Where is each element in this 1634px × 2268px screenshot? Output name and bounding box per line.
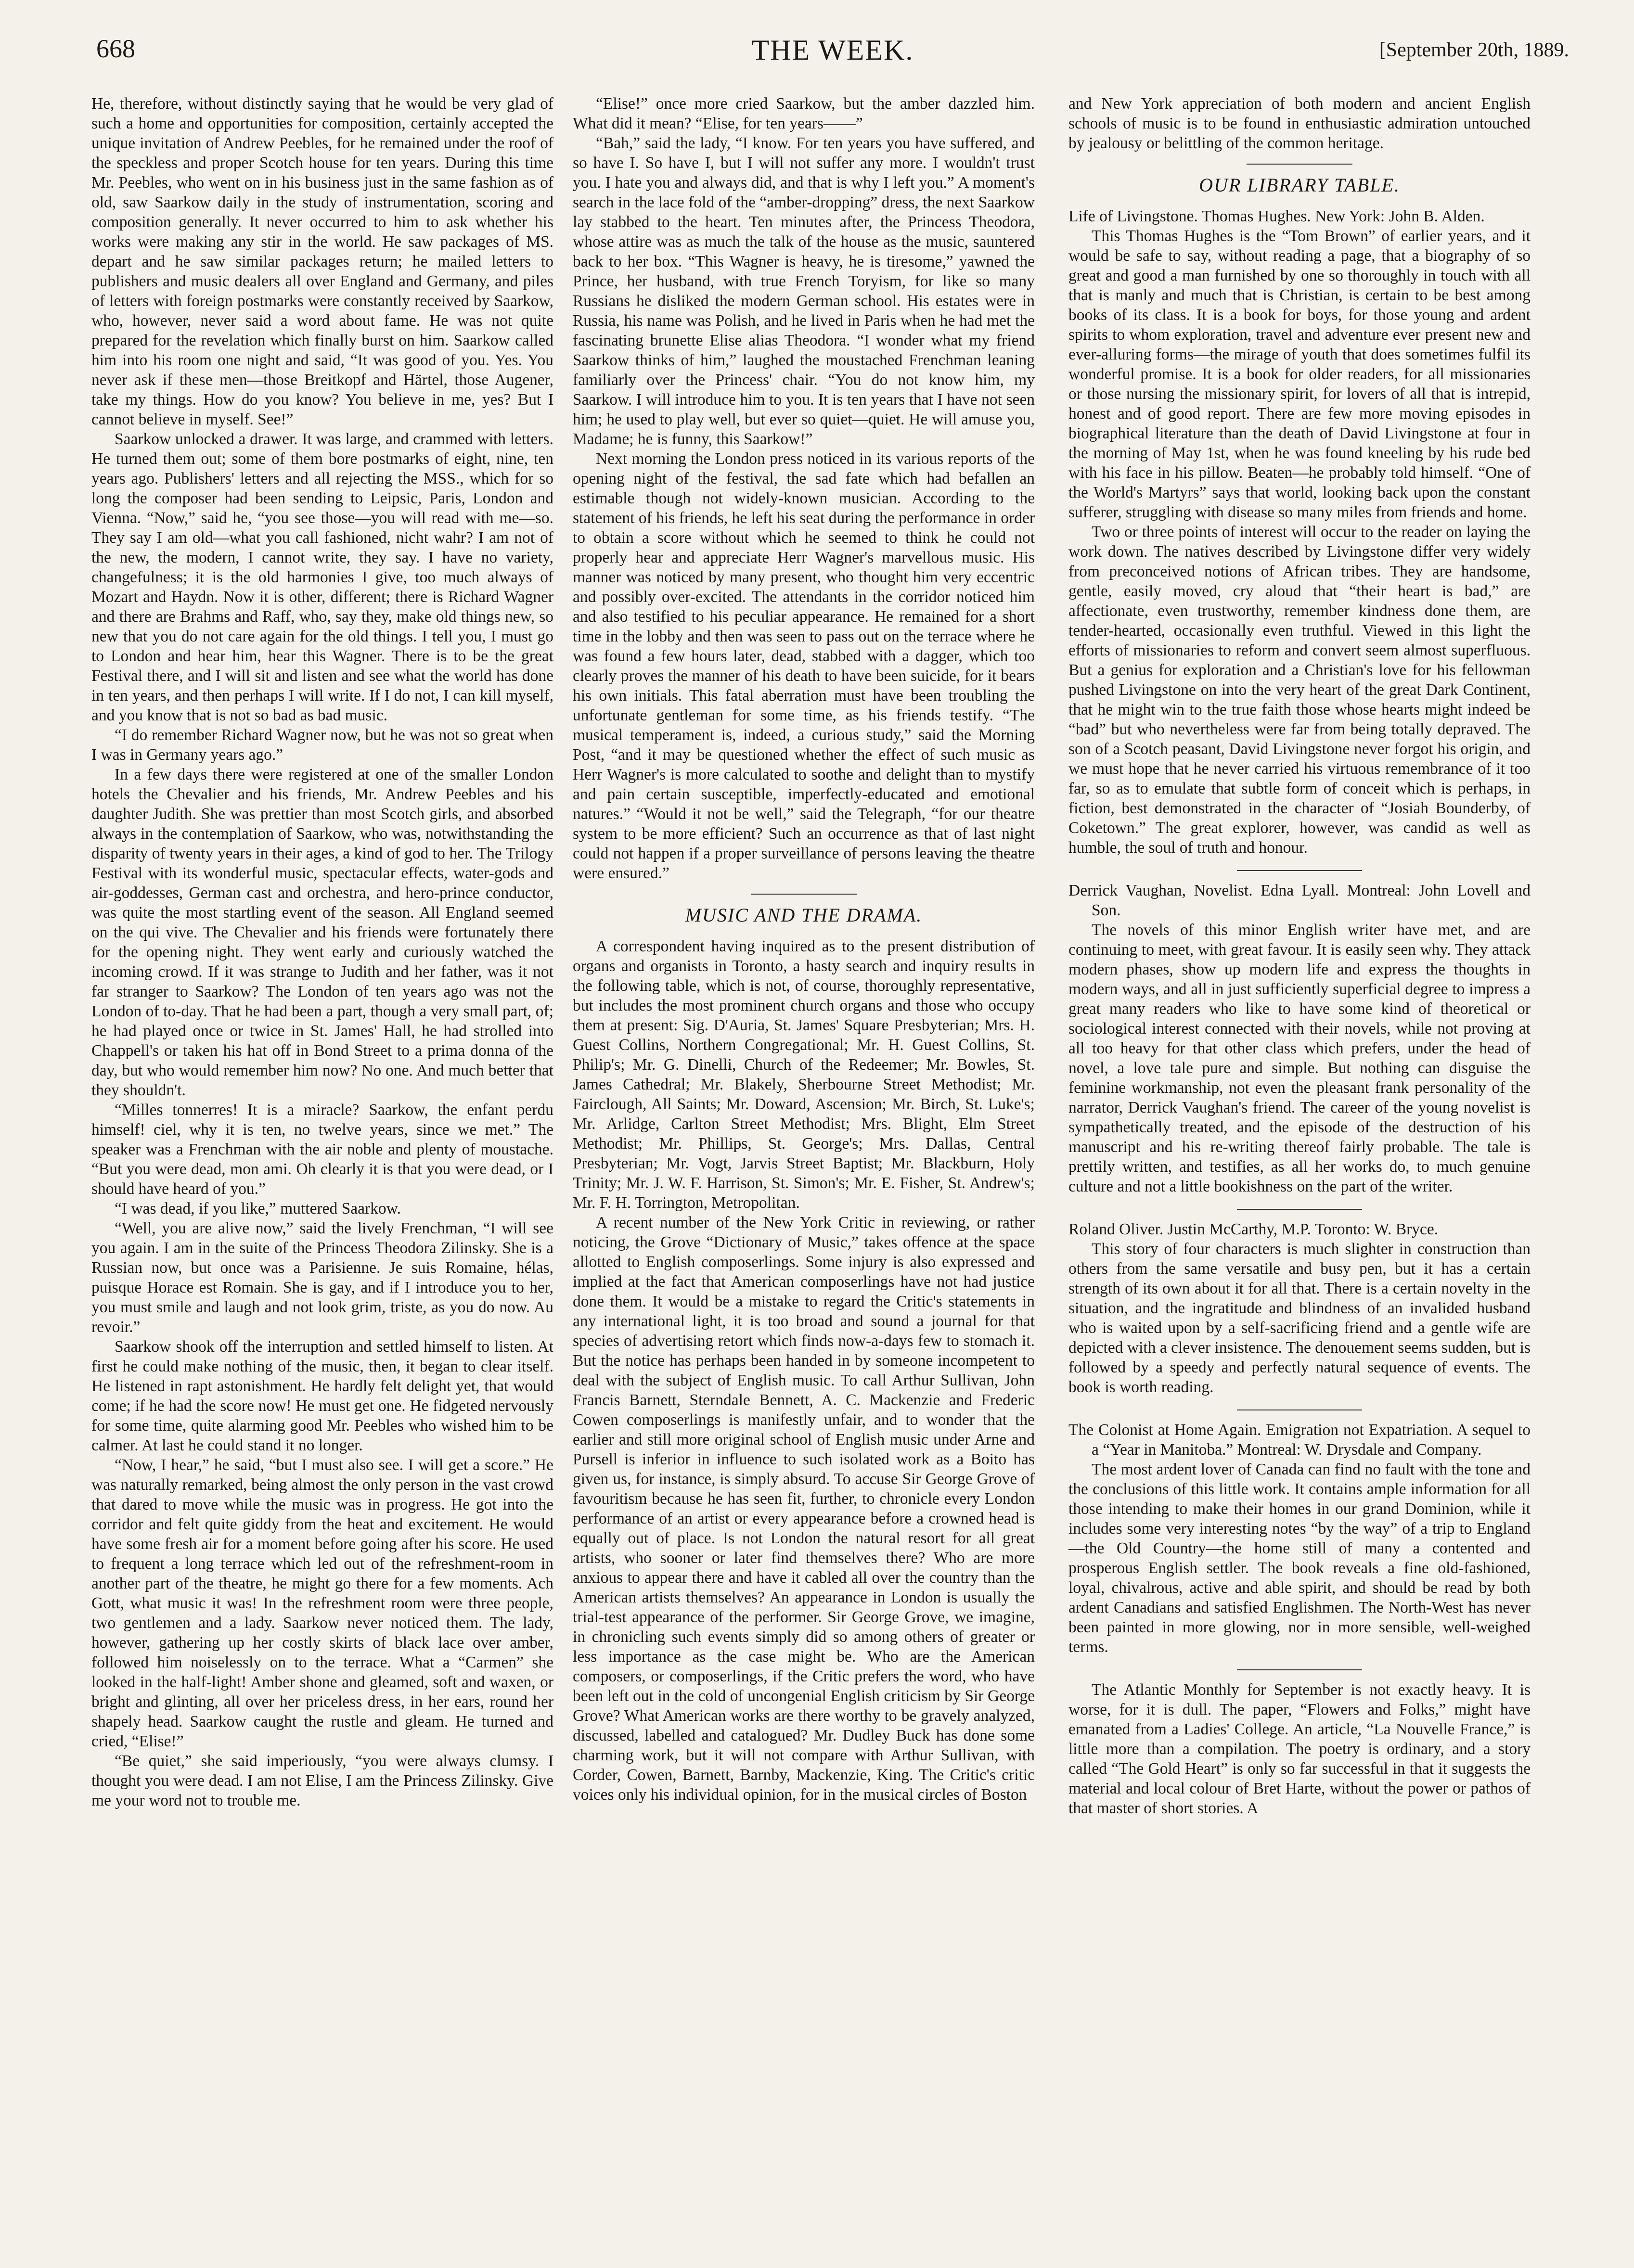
review-paragraph: The most ardent lover of Canada can find no fault with the tone and the conclusions of this little work. It contains ample information for all those intending to make their homes in our grand Dominion, while it includes some very interesting notes “by the way” of a trip to England —the Old Country—the home still of many a contented and prosperous English settler. The book reveals a fine old-fashioned, loyal, chivalrous, active and able spirit, and should be read by both ardent Canadians and satisfied Englishmen. The North-West has never been painted in more glowing, nor in more sensible, well-weighed terms. [1068, 1461, 1531, 1656]
story-paragraph: Saarkow unlocked a drawer. It was large, and crammed with letters. He turned them out; some of them bore postmarks of eight, nine, ten years ago. Publishers' letters and all rejecting the MSS., which for so long the composer had been sending to Leipsic, Paris, London and Vienna. “Now,” said he, “you see those—you will read with me—so. They say I am old—what you call fashioned, nicht wahr? I am not of the new, the modern, I cannot write, they say. I have no variety, changefulness; it is the old harmonies I give, too much always of Mozart and Haydn. Now it is other, different; there is Richard Wagner and there are Brahms and Raff, who, say they, make old things new, so new that you do not care again for the old things. I tell you, I must go to London and hear him, hear this Wagner. There is to be the great Festival there, and I will sit and listen and see what the world has done in ten years, and then perhaps I will write. If I do not, I can kill myself, and you know that is not so bad as bad music. [91, 430, 553, 724]
page-number: 668 [96, 34, 135, 63]
review-heading: The Colonist at Home Again. Emigration not Expatriation. A sequel to a “Year in Manitoba.” Montreal: W. Drysdale and Company. [1068, 1421, 1531, 1459]
review-heading: Derrick Vaughan, Novelist. Edna Lyall. Montreal: John Lovell and Son. [1068, 882, 1531, 919]
column-1 [91, 94, 553, 1810]
review-paragraph: This story of four characters is much slighter in construction than others from the same versatile and busy pen, but it has a certain strength of its own about it for all that. There is a certain novelty in the situation, and the ingratitude and blindness of an invalided husband who is waited upon by a self-sacrificing friend and a gentle wife are depicted with a clever insistence. The denouement seems sudden, but is followed by a speedy and perfectly natural sequence of events. The book is worth reading. [1068, 1240, 1531, 1396]
music-paragraph: and New York appreciation of both modern and ancient English schools of music is to be found in enthusiastic admiration untouched by jealousy or belittling of the common heritage. [1068, 95, 1531, 152]
section-divider [751, 894, 857, 895]
atlantic-paragraph: The Atlantic Monthly for September is not exactly heavy. It is worse, for it is dull. The paper, “Flowers and Folks,” might have emanated from a Ladies' College. An article, “La Nouvelle France,” is little more than a compilation. The poetry is ordinary, and a story called “The Gold Heart” is only so far successful in that it suggests the material and local colour of Bret Harte, without the power or pathos of that master of short stories. A [1068, 1681, 1531, 1817]
story-paragraph: He, therefore, without distinctly saying that he would be very glad of such a home and opportunities for composition, certainly accepted the unique invitation of Andrew Peebles, for he remained under the roof of the speckless and proper Scotch house for ten years. During this time Mr. Peebles, who went on in his business just in the same fashion as of old, saw Saarkow daily in the study of instrumentation, scoring and composition generally. It never occurred to him to ask whether his works were making any stir in the world. He saw packages of MS. depart and he saw similar packages return; he mailed letters to publishers and music dealers all over England and Germany, and piles of letters with foreign postmarks were constantly received by Saarkow, who, however, never said a word about fame. He was not quite prepared for the revelation which finally burst on him. Saarkow called him into his room one night and said, “It was good of you. Yes. You never ask if these men—those Breitkopf and Härtel, those Augener, take my things. How do you know? You believe in me, yes? But I cannot believe in myself. See!” [91, 95, 553, 428]
story-paragraph: Saarkow shook off the interruption and settled himself to listen. At first he could make nothing of the music, then, it began to clear itself. He listened in rapt astonishment. He hardly felt delight yet, that would come; if he had the score now! He must get one. He fidgeted nervously for some time, quite alarming good Mr. Peebles who wished him to be calmer. At last he could stand it no longer. [91, 1338, 553, 1454]
story-paragraph: Next morning the London press noticed in its various reports of the opening night of the festival, the sad fate which had befallen an estimable though not widely-known musician. According to the statement of his friends, he left his seat during the performance in order to obtain a score without which he seemed to think he could not properly hear and appreciate Herr Wagner's marvellous music. His manner was noticed by many present, who thought him very eccentric and possibly over-excited. The attendants in the corridor noticed him and also testified to his peculiar appearance. He remained for a short time in the lobby and then was seen to pass out on the terrace where he was found a few hours later, dead, stabbed with a dagger, which too clearly proves the manner of his death to have been suicide, for it bears his own initials. This fatal aberration must have been troubling the unfortunate gentleman for some time, as his friends testify. “The musical temperament is, indeed, a curious study,” said the Morning Post, “and it may be questioned whether the effect of such music as Herr Wagner's is more calculated to soothe and delight than to mystify and pain certain susceptible, imperfectly-educated and emotional natures.” “Would it not be well,” said the Telegraph, “for our theatre system to be more efficient? Such an occurrence as that of last night could not happen if a proper surveillance of persons leaving the theatre were ensured.” [573, 450, 1035, 882]
review-divider [1237, 1669, 1362, 1670]
column-3 [1068, 94, 1531, 1818]
music-paragraph: A correspondent having inquired as to the present distribution of organs and organists in Toronto, a hasty search and inquiry results in the following table, which is not, of course, thoroughly representative, but includes the most prominent church organs and those who occupy them at present: Sig. D'Auria, St. James' Square Presbyterian; Mrs. H. Guest Collins, Northern Congregational; Mr. H. Guest Collins, St. Philip's; Mr. G. Dinelli, Church of the Redeemer; Mr. Bowles, St. James Cathedral; Mr. Blakely, Sherbourne Street Methodist; Mr. Fairclough, All Saints; Mr. Doward, Ascension; Mr. Birch, St. Luke's; Mr. Arlidge, Carlton Street Methodist; Mrs. Blight, Elm Street Methodist; Mr. Phillips, St. George's; Mrs. Dallas, Central Presbyterian; Mr. Vogt, Jarvis Street Baptist; Mr. Blackburn, Holy Trinity; Mr. J. W. F. Harrison, St. Simon's; Mr. E. Fisher, St. Andrew's; Mr. F. H. Torrington, Metropolitan. [573, 937, 1035, 1212]
story-paragraph: “I do remember Richard Wagner now, but he was not so great when I was in Germany years ago.” [91, 726, 553, 764]
review-heading: Life of Livingstone. Thomas Hughes. New York: John B. Alden. [1068, 207, 1485, 225]
section-divider [1247, 164, 1352, 165]
story-paragraph: In a few days there were registered at one of the smaller London hotels the Chevalier and his friends, Mr. Andrew Peebles and his daughter Judith. She was prettier than most Scotch girls, and absorbed always in the contemplation of Saarkow, who was, notwithstanding the disparity of twenty years in their ages, a kind of god to her. The Trilogy Festival with its wonderful music, spectacular effects, water-gods and air-goddesses, German cast and orchestra, and hero-prince conductor, was quite the most startling event of the season. All England seemed on the qui vive. The Chevalier and his friends were fortunately there for the opening night. They went early and curiously watched the incoming crowd. If it was strange to Judith and her father, was it not far stranger to Saarkow? The London of ten years ago was not the London of to-day. That he had been a part, though a very small part, of; he had played once or twice in St. James' Hall, he had strolled into Chappell's or taken his hat off in Bond Street to a prima donna of the day, but who would remember him now? No one. And much better that they shouldn't. [91, 766, 553, 1099]
issue-date: [September 20th, 1889. [1379, 39, 1569, 61]
review-divider [1237, 1209, 1362, 1210]
review-paragraph: This Thomas Hughes is the “Tom Brown” of earlier years, and it would be safe to say, without reading a page, that a biography of so great and good a man furnished by one so thoroughly in touch with all that is manly and much that is Christian, is certain to be best among books of its class. It is a book for boys, for those young and ardent spirits to whom exploration, travel and adventure ever present new and ever-alluring forms—the mirage of youth that does sometimes fulfil its wonderful promise. It is a book for older readers, for all missionaries or those nursing the missionary spirit, for lovers of all that is intrepid, honest and of good report. There are few more moving episodes in biographical literature than the death of David Livingstone at four in the morning of May 1st, when he was found kneeling by his rude bed with his face in his pillow. Beaten—he probably told himself. “One of the World's Martyrs” says that world, looking back upon the constant sufferer, struggling with disease so many miles from friends and home. [1068, 227, 1531, 521]
review-paragraph: Two or three points of interest will occur to the reader on laying the work down. The natives described by Livingstone differ very widely from preconceived notions of African tribes. They are handsome, gentle, easily moved, cry aloud that “their heart is bad,” are affectionate, even trustworthy, remember kindness done them, are tender-hearted, occasionally even truthful. Viewed in this light the efforts of missionaries to reform and convert seem almost superfluous. But a genius for exploration and a Christian's love for his fellowman pushed Livingstone on into the very heart of the great Dark Continent, that he might win to the true faith those whose hearts might indeed be “bad” but who nevertheless were far from being totally depraved. The son of a Scotch peasant, David Livingstone never forgot his origin, and we must hope that he never carried his virtuous remembrance of it too far, so as to emulate that subtle form of conceit which is perhaps, in fiction, best demonstrated in the character of “Josiah Bounderby, of Coketown.” The great explorer, however, was candid as well as humble, the soul of truth and honour. [1068, 523, 1531, 857]
story-paragraph: “Well, you are alive now,” said the lively Frenchman, “I will see you again. I am in the suite of the Princess Theodora Zilinsky. She is a Russian now, but once was a Parisienne. Je suis Romaine, hélas, puisque Horace est Romain. She is gay, and if I introduce you to her, you must smile and laugh and not look grim, triste, as you do now. Au revoir.” [91, 1219, 553, 1336]
masthead-title: THE WEEK. [751, 34, 914, 66]
review-heading: Roland Oliver. Justin McCarthy, M.P. Toronto: W. Bryce. [1068, 1220, 1439, 1238]
column-2 [573, 94, 1035, 1805]
story-paragraph: “Now, I hear,” he said, “but I must also see. I will get a score.” He was naturally remarked, being almost the only person in the vast crowd that dared to move while the music was in progress. He got into the corridor and felt quite giddy from the heat and excitement. He would have some fresh air for a moment before going after his score. He used to frequent a long terrace which led out of the refreshment-room in another part of the theatre, he might go there for a few moments. Ach Gott, what music it was! In the refreshment room were three people, two gentlemen and a lady. Saarkow never noticed them. The lady, however, gathering up her costly skirts of black lace over amber, followed him noiselessly on to the terrace. What a “Carmen” she looked in the half-light! Amber shone and gleamed, soft and waxen, or bright and glinting, all over her priceless dress, in her ears, round her shapely head. Saarkow caught the rustle and gleam. He turned and cried, “Elise!” [91, 1456, 553, 1750]
story-paragraph: “Bah,” said the lady, “I know. For ten years you have suffered, and so have I. So have I, but I will not suffer any more. I wouldn't trust you. I hate you and always did, and that is why I left you.” A moment's search in the lace fold of the “amber-dropping” dress, the next Saarkow lay stabbed to the heart. Ten minutes after, the Princess Theodora, whose attire was as much the talk of the house as the music, sauntered back to her box. “This Wagner is heavy, he is tiresome,” yawned the Prince, her husband, with true French Toryism, for like so many Russians he disliked the modern German school. His estates were in Russia, his name was Polish, and he lived in Paris when he had met the fascinating brunette Elise alias Theodora. “I wonder what my friend Saarkow thinks of him,” laughed the moustached Frenchman leaning familiarly over the Princess' chair. “You do not know him, my Saarkow. I will introduce him to you. It is ten years that I have not seen him; he used to play well, but ever so quiet—quiet. He will amuse you, Madame; he is funny, this Saarkow!” [573, 134, 1035, 448]
library-table-heading: OUR LIBRARY TABLE. [1199, 174, 1400, 196]
review-paragraph: The novels of this minor English writer have met, and are continuing to meet, with great favour. It is easily seen why. They attack modern phases, show up modern life and express the thoughts in modern ways, and all in just sufficiently superficial degree to impress a great many readers who like to have some kind of theoretical or sociological interest connected with their novels, while not proving at all too heavy for that other class which prefers, under the head of novel, a love tale pure and simple. But nothing can disguise the feminine workmanship, not even the pleasant frank personality of the narrator, Derrick Vaughan's friend. The career of the young novelist is sympathetically treated, and the episode of the destruction of his manuscript and his re-writing thereof fairly probable. The tale is prettily written, and testifies, as all her works do, to much genuine culture and not a little bookishness on the part of the writer. [1068, 921, 1531, 1195]
review-divider [1237, 870, 1362, 871]
story-paragraph: “Elise!” once more cried Saarkow, but the amber dazzled him. What did it mean? “Elise, for ten years——” [573, 95, 1035, 132]
page-header [96, 34, 1569, 72]
music-drama-heading: MUSIC AND THE DRAMA. [685, 904, 923, 926]
story-paragraph: “I was dead, if you like,” muttered Saarkow. [115, 1200, 401, 1217]
story-paragraph: “Be quiet,” she said imperiously, “you were always clumsy. I thought you were dead. I am not Elise, I am the Princess Zilinsky. Give me your word not to trouble me. [91, 1752, 553, 1809]
story-paragraph: “Milles tonnerres! It is a miracle? Saarkow, the enfant perdu himself! ciel, why it is ten, no twelve years, since we met.” The speaker was a Frenchman with the air noble and plenty of moustache. “But you were dead, mon ami. Oh clearly it is that you were dead, or I should have heard of you.” [91, 1101, 553, 1198]
review-divider [1237, 1409, 1362, 1410]
music-paragraph: A recent number of the New York Critic in reviewing, or rather noticing, the Grove “Dictionary of Music,” takes offence at the space allotted to English composerlings. Some injury is also expressed and implied at the fact that American composerlings have not had justice done them. It would be a mistake to regard the Critic's statements in any international light, it is too broad and sound a journal for that species of advertising retort which finds now-a-days few to stomach it. But the notice has perhaps been handed in by someone incompetent to deal with the subject of English music. To call Arthur Sullivan, John Francis Barnett, Sterndale Bennett, A. C. Mackenzie and Frederic Cowen composerlings is manifestly unfair, and to wonder that the earlier and still more original school of English music under Arne and Pursell is inferior in influence to such isolated work as a Boito has given us, for instance, is simply absurd. To accuse Sir George Grove of favouritism because he has seen fit, further, to chronicle every London performance of an artist or every appearance before a crowned head is equally out of place. Is not London the natural resort for all great artists, who sooner or later find themselves there? Who are more anxious to appear there and have it cabled all over the country than the American artists themselves? An appearance in London is usually the trial-test appearance of the performer. Sir George Grove, we imagine, in chronicling such events simply did so among others of greater or less importance as the case might be. Who are the American composers, or composerlings, if the Critic prefers the word, who have been left out in the cold of uncongenial English criticism by Sir George Grove? What American works are there worthy to be gravely analyzed, discussed, labelled and catalogued? Mr. Dudley Buck has done some charming work, but it will not compare with Arthur Sullivan, with Corder, Cowen, Barnett, Barnby, Mackenzie, King. The Critic's critic voices only his individual opinion, for in the musical circles of Boston [573, 1214, 1035, 1804]
